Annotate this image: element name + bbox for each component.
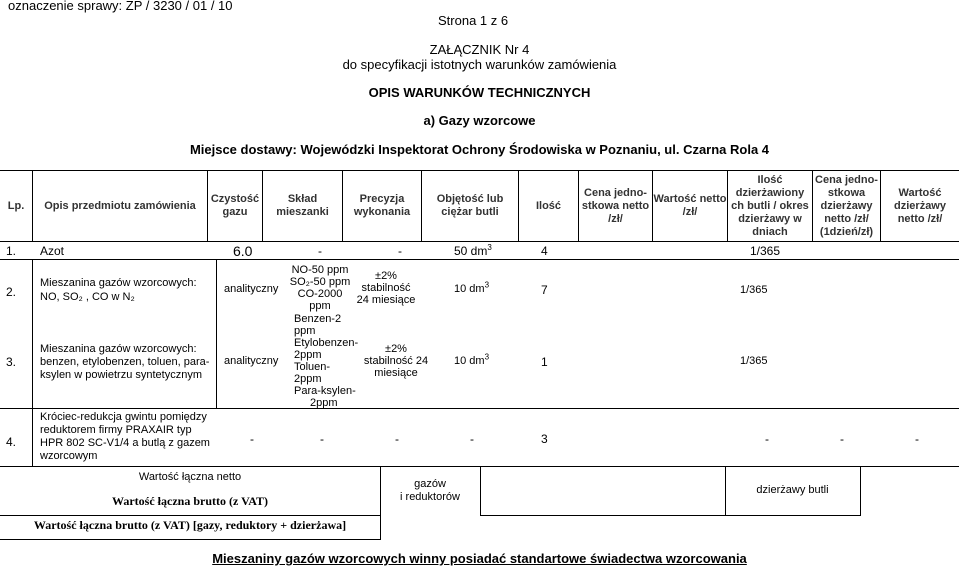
row-3-description: Mieszanina gazów wzorcowych: benzen, etylobenzen, toluen, para-ksylen w powietrzu syntetycznym xyxy=(40,343,210,381)
case-mark: oznaczenie sprawy: ZP / 3230 / 01 / 10 xyxy=(8,0,233,13)
col-header-volume: Objętość lub ciężar butli xyxy=(436,193,504,218)
row-1-quantity: 4 xyxy=(541,244,548,258)
col-header-unit-price: Cena jedno-stkowa netto /zł/ xyxy=(581,186,650,225)
col-header-purity: Czystość gazu xyxy=(210,193,260,218)
summary-reducers: i reduktorów xyxy=(400,491,460,503)
col-header-lp: Lp. xyxy=(7,199,25,212)
row-1-volume: 50 $dm^3$ xyxy=(454,243,492,258)
row-4-dash-4: - xyxy=(470,432,474,446)
row-2-lp: 2. xyxy=(6,285,17,299)
delivery-place: Miejsce dostawy: Wojewódzki Inspektorat Ochrony Środowiska w Poznaniu, ul. Czarna Rola 4 xyxy=(189,142,770,157)
row-2-purity: analityczny xyxy=(224,283,279,295)
row-4-quantity: 3 xyxy=(541,432,548,446)
col-header-precision: Precyzja wykonania xyxy=(353,193,411,218)
page-number: Strona 1 z 6 xyxy=(438,13,509,28)
annex-subtitle: do specyfikacji istotnych warunków zamówienia xyxy=(342,57,617,72)
summary-gross-total: Wartość łączna brutto (z VAT) xyxy=(112,494,268,508)
col-header-rental-price: Cena jedno-stkowa dzierżawy netto /zł/ (1dzień/zł) xyxy=(815,173,878,238)
col-header-rental-quantity: Ilość dzierżawiony ch butli / okres dzierżawy w dniach xyxy=(731,173,809,238)
row-3-quantity: 1 xyxy=(541,355,548,369)
row-3-volume: 10 $dm^3$ xyxy=(454,352,490,367)
row-3-lp: 3. xyxy=(6,355,17,369)
row-1-purity: 6.0 xyxy=(233,243,253,259)
row-2-rental: 1/365 xyxy=(740,284,768,296)
row-4-dash-2: - xyxy=(320,432,324,446)
row-1-composition: - xyxy=(318,244,322,258)
row-1-precision: - xyxy=(398,244,402,258)
row-3-precision: ±2% stabilność 24 miesiące xyxy=(363,343,429,379)
col-header-composition: Skład mieszanki xyxy=(276,193,329,218)
row-4-dash-1: - xyxy=(250,432,254,446)
annex-title: ZAŁĄCZNIK Nr 4 xyxy=(429,42,530,57)
row-3-purity: analityczny xyxy=(224,355,279,367)
row-4-dash-6: - xyxy=(840,432,844,446)
row-4-dash-5: - xyxy=(765,432,769,446)
summary-rental: dzierżawy butli xyxy=(756,484,829,496)
row-1-description: Azot xyxy=(40,244,65,258)
row-4-description: Króciec-redukcja gwintu pomiędzy reduktorem firmy PRAXAIR typ HPR 802 SC-V1/4 a butlą z gazem wzorcowym xyxy=(40,411,210,462)
row-4-dash-7: - xyxy=(915,432,919,446)
row-2-description: Mieszanina gazów wzorcowych: NO, SO₂ , CO w N₂ xyxy=(40,277,197,303)
row-2-volume: 10 $dm^3$ xyxy=(454,280,490,295)
document-title: OPIS WARUNKÓW TECHNICZNYCH xyxy=(368,85,591,100)
col-header-quantity: Ilość xyxy=(535,199,562,212)
row-2-precision: ±2% stabilność 24 miesiące xyxy=(356,270,416,306)
row-2-composition: NO-50 ppm SO₂-50 ppm CO-2000 ppm xyxy=(289,264,351,312)
footer-note: Mieszaniny gazów wzorcowych winny posiadać standartowe świadectwa wzorcowania xyxy=(212,551,747,566)
col-header-description: Opis przedmiotu zamówienia xyxy=(44,199,196,212)
section-title: a) Gazy wzorcowe xyxy=(423,113,536,128)
row-4-dash-3: - xyxy=(395,432,399,446)
summary-gases: gazów xyxy=(414,478,446,490)
row-3-rental: 1/365 xyxy=(740,355,768,367)
row-1-rental: 1/365 xyxy=(750,244,781,258)
summary-net-total: Wartość łączna netto xyxy=(138,471,242,483)
row-2-quantity: 7 xyxy=(541,283,548,297)
row-1-lp: 1. xyxy=(6,244,17,258)
col-header-rental-value: Wartość dzierżawy netto /zł/ xyxy=(894,186,946,225)
row-3-composition: Benzen-2 ppm Etylobenzen- 2ppm Toluen- 2ppm Para-ksylen- 2ppm xyxy=(294,313,359,409)
summary-grand-total: Wartość łączna brutto (z VAT) [gazy, reduktory + dzierżawa] xyxy=(33,518,347,532)
row-4-lp: 4. xyxy=(6,435,17,449)
col-header-value-net: Wartość netto /zł/ xyxy=(653,193,727,218)
